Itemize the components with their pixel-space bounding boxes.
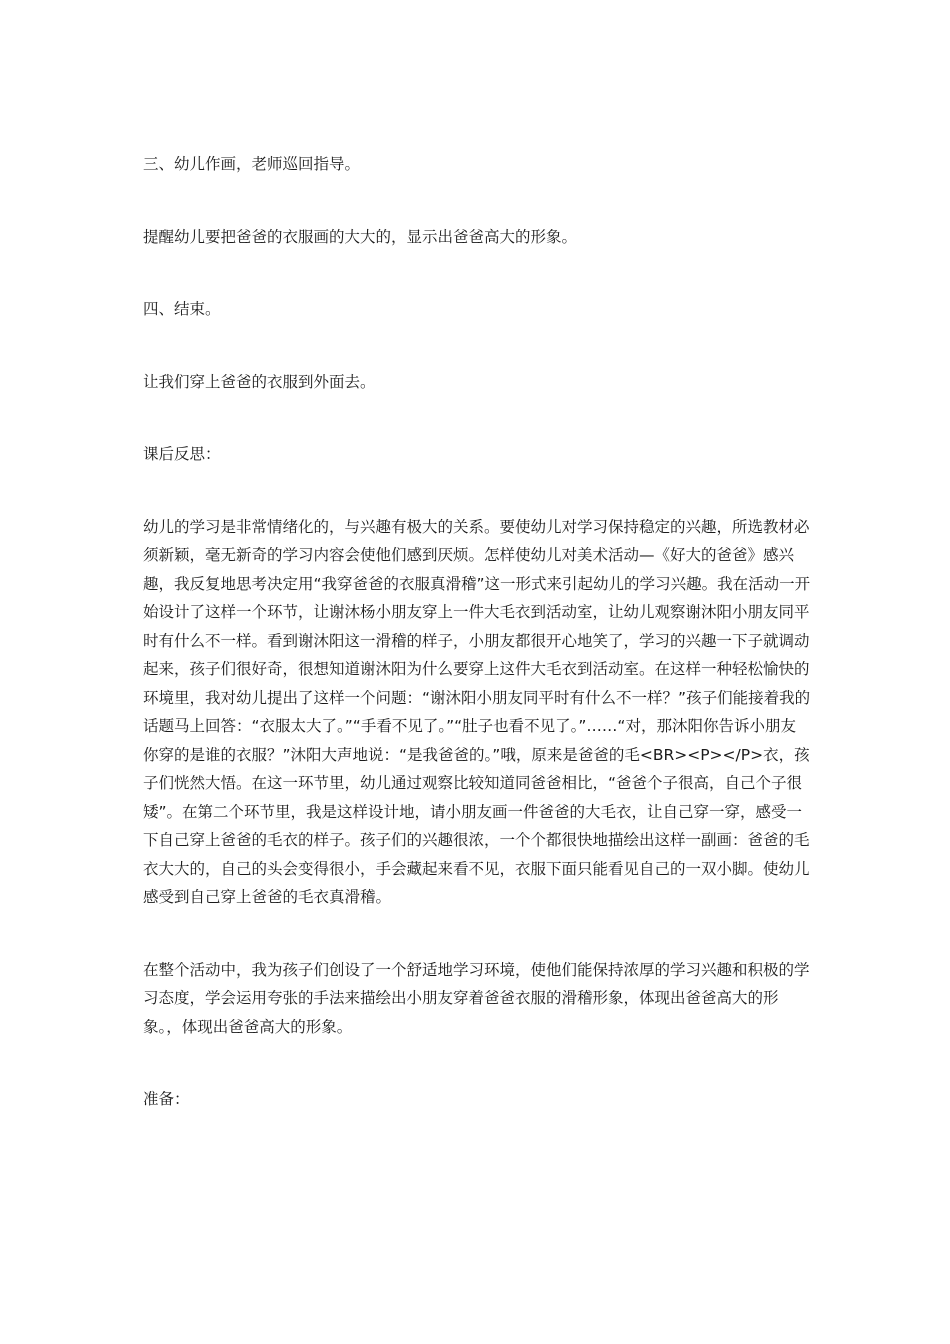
paragraph-step-four: 四、结束。 (143, 300, 221, 318)
paragraph-preparation-heading: 准备： (143, 1090, 190, 1108)
paragraph-reminder: 提醒幼儿要把爸爸的衣服画的大大的，显示出爸爸高大的形象。 (143, 227, 578, 246)
paragraph-reflection-heading: 课后反思： (143, 445, 221, 463)
document-body (143, 150, 811, 1114)
paragraph-step-three: 三、幼儿作画，老师巡回指导。 (143, 155, 361, 173)
paragraph-summary: 在整个活动中，我为孩子们创设了一个舒适地学习环境，使他们能保持浓厚的学习兴趣和积极的学习态度，学会运用夸张的手法来描绘出小朋友穿着爸爸衣服的滑稽形象，体现出爸爸高大的形象。，体现出爸爸高大的形象。 (143, 960, 810, 1036)
paragraph-closing: 让我们穿上爸爸的衣服到外面去。 (143, 372, 376, 391)
paragraph-reflection-body: 幼儿的学习是非常情绪化的，与兴趣有极大的关系。要使幼儿对学习保持稳定的兴趣，所选教材必须新颖，毫无新奇的学习内容会使他们感到厌烦。怎样使幼儿对美术活动—《好大的爸爸》感兴趣，我反复地思考决定用“我穿爸爸的衣服真滑稽”这一形式来引起幼儿的学习兴趣。我在活动一开始设计了这样一个环节，让谢沐杨小朋友穿上一件大毛衣到活动室，让幼儿观察谢沐阳小朋友同平时有什么不一样。看到谢沐阳这一滑稽的样子，小朋友都很开心地笑了，学习的兴趣一下子就调动起来，孩子们很好奇，很想知道谢沐阳为什么要穿上这件大毛衣到活动室。在这样一种轻松愉快的环境里，我对幼儿提出了这样一个问题：“谢沐阳小朋友同平时有什么不一样？”孩子们能接着我的话题马上回答：“衣服太大了。”“手看不见了。”“肚子也看不见了。”……“对，那沐阳你告诉小朋友你穿的是谁的衣服？”沐阳大声地说：“是我爸爸的。”哦，原来是爸爸的毛<BR><P></P>衣，孩子们恍然大悟。在这一环节里，幼儿通过观察比较知道同爸爸相比，“爸爸个子很高，自己个子很矮”。在第二个环节里，我是这样设计地，请小朋友画一件爸爸的大毛衣，让自己穿一穿，感受一下自己穿上爸爸的毛衣的样子。孩子们的兴趣很浓，一个个都很快地描绘出这样一副画：爸爸的毛衣大大的，自己的头会变得很小，手会藏起来看不见，衣服下面只能看见自己的一双小脚。使幼儿感受到自己穿上爸爸的毛衣真滑稽。 (143, 517, 811, 906)
